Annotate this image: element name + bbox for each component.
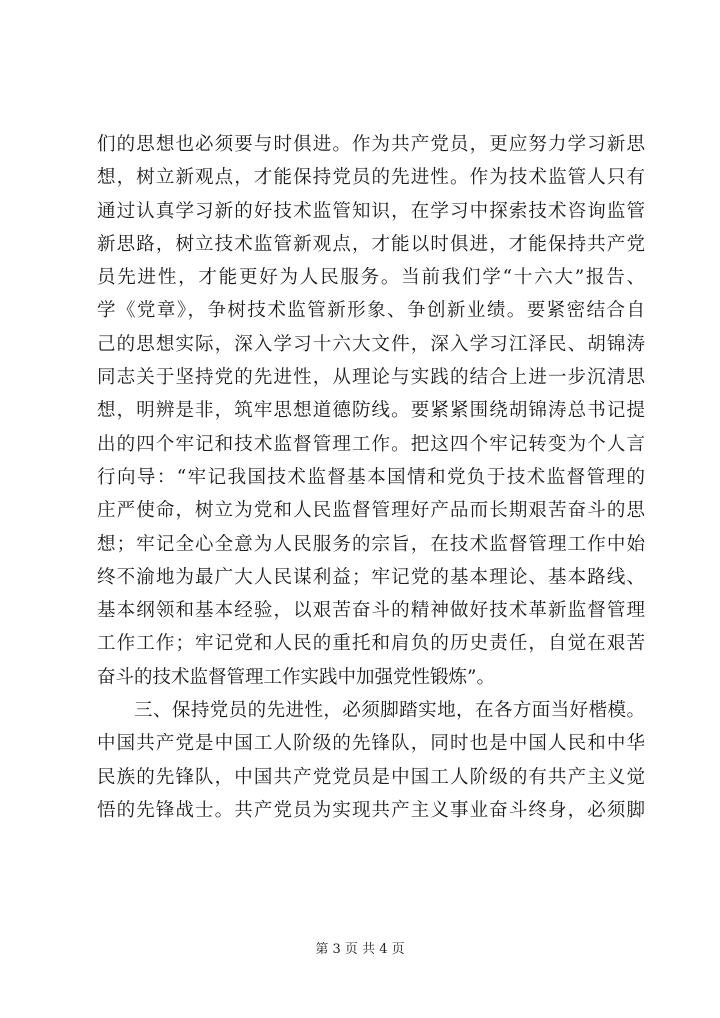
- text-line: 通过认真学习新的好技术监管知识，在学习中探索技术咨询监管: [97, 200, 645, 222]
- text-line: 中国共产党是中国工人阶级的先锋队，同时也是中国人民和中华: [97, 733, 645, 755]
- text-line: 们的思想也必须要与时俱进。作为共产党员，更应努力学习新思: [97, 134, 645, 155]
- text-line: 想，明辨是非，筑牢思想道德防线。要紧紧围绕胡锦涛总书记提: [97, 400, 645, 422]
- body-text: [97, 128, 645, 827]
- text-line: 终不渝地为最广大人民谋利益；牢记党的基本理论、基本路线、: [97, 566, 645, 588]
- text-line: 行向导：“牢记我国技术监督基本国情和党负于技术监督管理的: [97, 466, 645, 488]
- text-line: 民族的先锋队，中国共产党党员是中国工人阶级的有共产主义觉: [97, 766, 645, 788]
- text-line: 庄严使命，树立为党和人民监督管理好产品而长期艰苦奋斗的思: [97, 500, 645, 522]
- text-line: 悟的先锋战士。共产党员为实现共产主义事业奋斗终身，必须脚: [97, 799, 645, 821]
- text-line: 员先进性，才能更好为人民服务。当前我们学“十六大”报告、: [97, 267, 645, 289]
- text-line: 奋斗的技术监督管理工作实践中加强党性锻炼”。: [97, 666, 495, 688]
- text-line: 基本纲领和基本经验，以艰苦奋斗的精神做好技术革新监督管理: [97, 600, 645, 622]
- text-line: 己的思想实际，深入学习十六大文件，深入学习江泽民、胡锦涛: [97, 333, 645, 355]
- text-line: 出的四个牢记和技术监督管理工作。把这四个牢记转变为个人言: [97, 433, 645, 455]
- section-heading-line: 三、保持党员的先进性，必须脚踏实地，在各方面当好楷模。: [134, 700, 645, 722]
- text-line: 新思路，树立技术监管新观点，才能以时俱进，才能保持共产党: [97, 233, 645, 255]
- text-line: 工作工作；牢记党和人民的重托和肩负的历史责任，自觉在艰苦: [97, 633, 645, 655]
- page-number-footer: 第 3 页 共 4 页: [315, 942, 405, 957]
- text-line: 学《党章》，争树技术监管新形象、争创新业绩。要紧密结合自: [97, 300, 645, 322]
- text-line: 同志关于坚持党的先进性，从理论与实践的结合上进一步沉清思: [97, 367, 645, 389]
- text-line: 想，树立新观点，才能保持党员的先进性。作为技术监管人只有: [97, 167, 645, 189]
- text-line: 想；牢记全心全意为人民服务的宗旨，在技术监督管理工作中始: [97, 533, 645, 555]
